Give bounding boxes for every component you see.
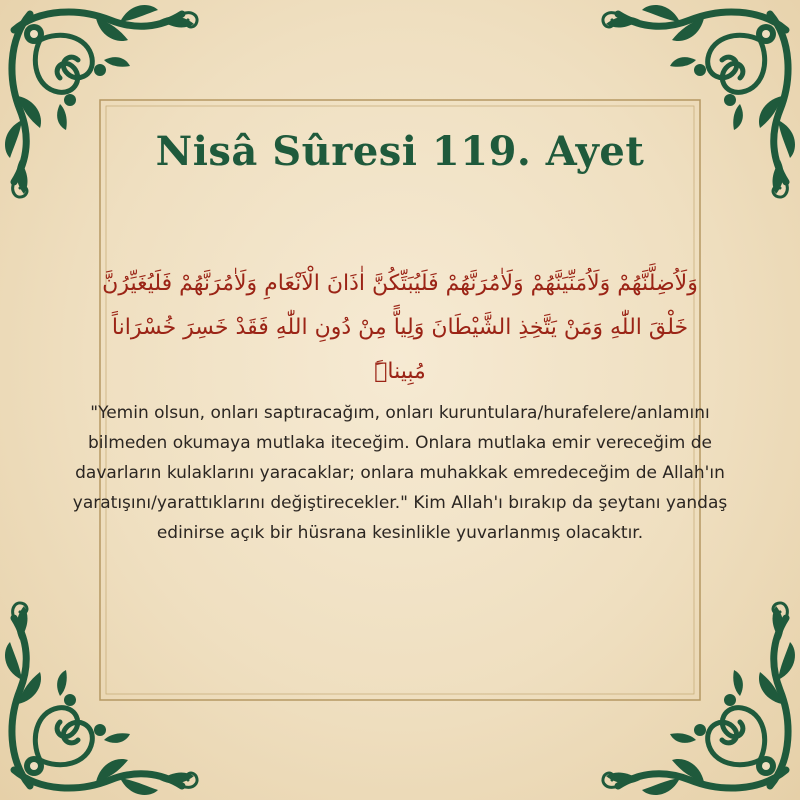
floral-corner-ornament-icon — [0, 590, 210, 800]
floral-corner-ornament-icon — [590, 0, 800, 210]
floral-corner-ornament-icon — [590, 590, 800, 800]
floral-corner-ornament-icon — [0, 0, 210, 210]
arabic-verse-text: وَلَاُضِلَّنَّهُمْ وَلَاُمَنِّيَنَّهُمْ وَلَاٰمُرَنَّهُمْ فَلَيُبَتِّكُنَّ اٰذَانَ الْاَنْعَامِ وَلَاٰمُرَنَّهُمْ فَلَيُغَيِّرُنَّ خَلْقَ اللّٰهِ وَمَنْ يَتَّخِذِ الشَّيْطَانَ وَلِياًّ مِنْ دُونِ اللّٰهِ فَقَدْ خَسِرَ خُسْرَاناً مُبِيناًۜ — [102, 271, 698, 384]
turkish-translation-text: "Yemin olsun, onları saptıracağım, onları kuruntulara/hurafelere/anlamını bilmeden okumaya mutlaka iteceğim. Onlara mutlaka emir vereceğim de davarların kulaklarını yaracaklar; onlara muhakkak emredeceğim de Allah'ın yaratışını/yarattıklarını değiştirecekler." Kim Allah'ı bırakıp da şeytanı yandaş edinirse açık bir hüsrana kesinlikle yuvarlanmış olacaktır. — [72, 403, 728, 543]
page-title: Nisâ Sûresi 119. Ayet — [155, 128, 645, 175]
